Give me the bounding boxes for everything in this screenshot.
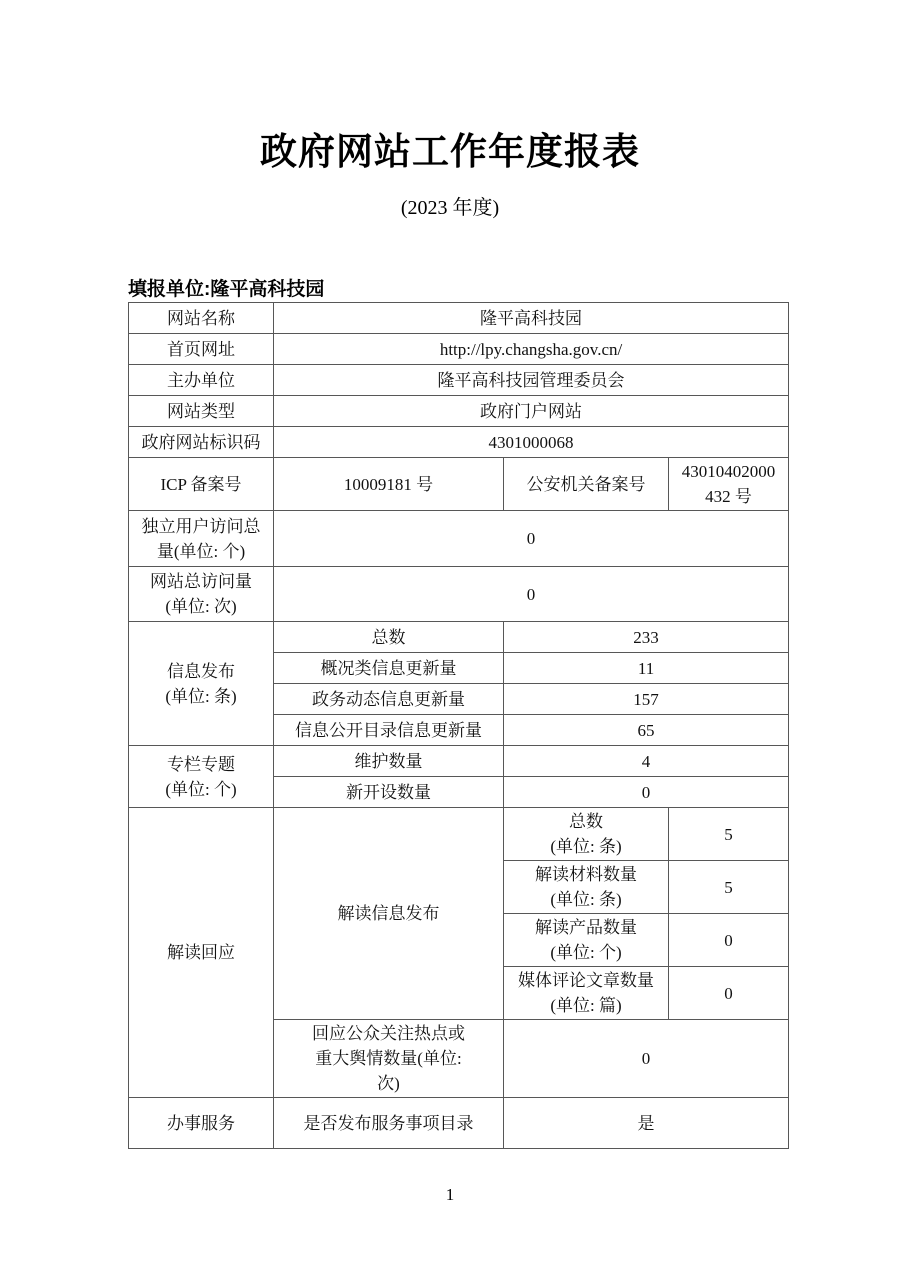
info-publish-dynamics-value: 157 xyxy=(504,684,789,715)
special-topics-maintained-label: 维护数量 xyxy=(274,746,504,777)
interpretation-product-label: 解读产品数量 (单位: 个) xyxy=(504,914,669,967)
site-name-value: 隆平高科技园 xyxy=(274,303,789,334)
services-group-label: 办事服务 xyxy=(129,1098,274,1149)
table-row xyxy=(129,567,789,622)
interpretation-group-label: 解读回应 xyxy=(129,808,274,1098)
table-row xyxy=(129,746,789,777)
hotspot-response-label: 回应公众关注热点或 重大舆情数量(单位: 次) xyxy=(274,1020,504,1098)
services-directory-value: 是 xyxy=(504,1098,789,1149)
reporting-unit-label: 填报单位:隆平高科技园 xyxy=(128,279,325,300)
page-title: 政府网站工作年度报表 xyxy=(260,131,640,172)
info-publish-overview-label: 概况类信息更新量 xyxy=(274,653,504,684)
site-name-label: 网站名称 xyxy=(129,303,274,334)
icp-label: ICP 备案号 xyxy=(129,458,274,511)
icp-value: 10009181 号 xyxy=(274,458,504,511)
interpretation-product-value: 0 xyxy=(669,914,789,967)
site-code-value: 4301000068 xyxy=(274,427,789,458)
special-topics-maintained-value: 4 xyxy=(504,746,789,777)
police-record-label: 公安机关备案号 xyxy=(504,458,669,511)
home-url-label: 首页网址 xyxy=(129,334,274,365)
table-row xyxy=(129,396,789,427)
police-record-value: 43010402000 432 号 xyxy=(669,458,789,511)
special-topics-new-value: 0 xyxy=(504,777,789,808)
special-topics-group-label: 专栏专题 (单位: 个) xyxy=(129,746,274,808)
page-subtitle: (2023 年度) xyxy=(400,197,500,219)
interpretation-media-value: 0 xyxy=(669,967,789,1020)
site-type-label: 网站类型 xyxy=(129,396,274,427)
table-row xyxy=(129,303,789,334)
hotspot-response-value: 0 xyxy=(504,1020,789,1098)
table-row xyxy=(129,1098,789,1149)
info-publish-dynamics-label: 政务动态信息更新量 xyxy=(274,684,504,715)
interpretation-material-value: 5 xyxy=(669,861,789,914)
table-row xyxy=(129,427,789,458)
total-visits-value: 0 xyxy=(274,567,789,622)
table-row xyxy=(129,511,789,567)
unique-visitors-label: 独立用户访问总 量(单位: 个) xyxy=(129,511,274,567)
table-row xyxy=(129,458,789,511)
unique-visitors-value: 0 xyxy=(274,511,789,567)
page-number: 1 xyxy=(445,1185,455,1204)
total-visits-label: 网站总访问量 (单位: 次) xyxy=(129,567,274,622)
info-publish-group-label: 信息发布 (单位: 条) xyxy=(129,622,274,746)
info-publish-overview-value: 11 xyxy=(504,653,789,684)
info-publish-total-label: 总数 xyxy=(274,622,504,653)
interpretation-total-value: 5 xyxy=(669,808,789,861)
organizer-label: 主办单位 xyxy=(129,365,274,396)
site-type-value: 政府门户网站 xyxy=(274,396,789,427)
interpretation-total-label: 总数 (单位: 条) xyxy=(504,808,669,861)
special-topics-new-label: 新开设数量 xyxy=(274,777,504,808)
services-directory-label: 是否发布服务事项目录 xyxy=(274,1098,504,1149)
interpretation-publish-label: 解读信息发布 xyxy=(274,808,504,1020)
table-row xyxy=(129,808,789,861)
site-code-label: 政府网站标识码 xyxy=(129,427,274,458)
info-publish-directory-label: 信息公开目录信息更新量 xyxy=(274,715,504,746)
info-publish-directory-value: 65 xyxy=(504,715,789,746)
annual-report-table xyxy=(128,302,789,1149)
info-publish-total-value: 233 xyxy=(504,622,789,653)
interpretation-material-label: 解读材料数量 (单位: 条) xyxy=(504,861,669,914)
home-url-value: http://lpy.changsha.gov.cn/ xyxy=(274,334,789,365)
table-row xyxy=(129,365,789,396)
table-row xyxy=(129,334,789,365)
table-row xyxy=(129,622,789,653)
interpretation-media-label: 媒体评论文章数量 (单位: 篇) xyxy=(504,967,669,1020)
organizer-value: 隆平高科技园管理委员会 xyxy=(274,365,789,396)
